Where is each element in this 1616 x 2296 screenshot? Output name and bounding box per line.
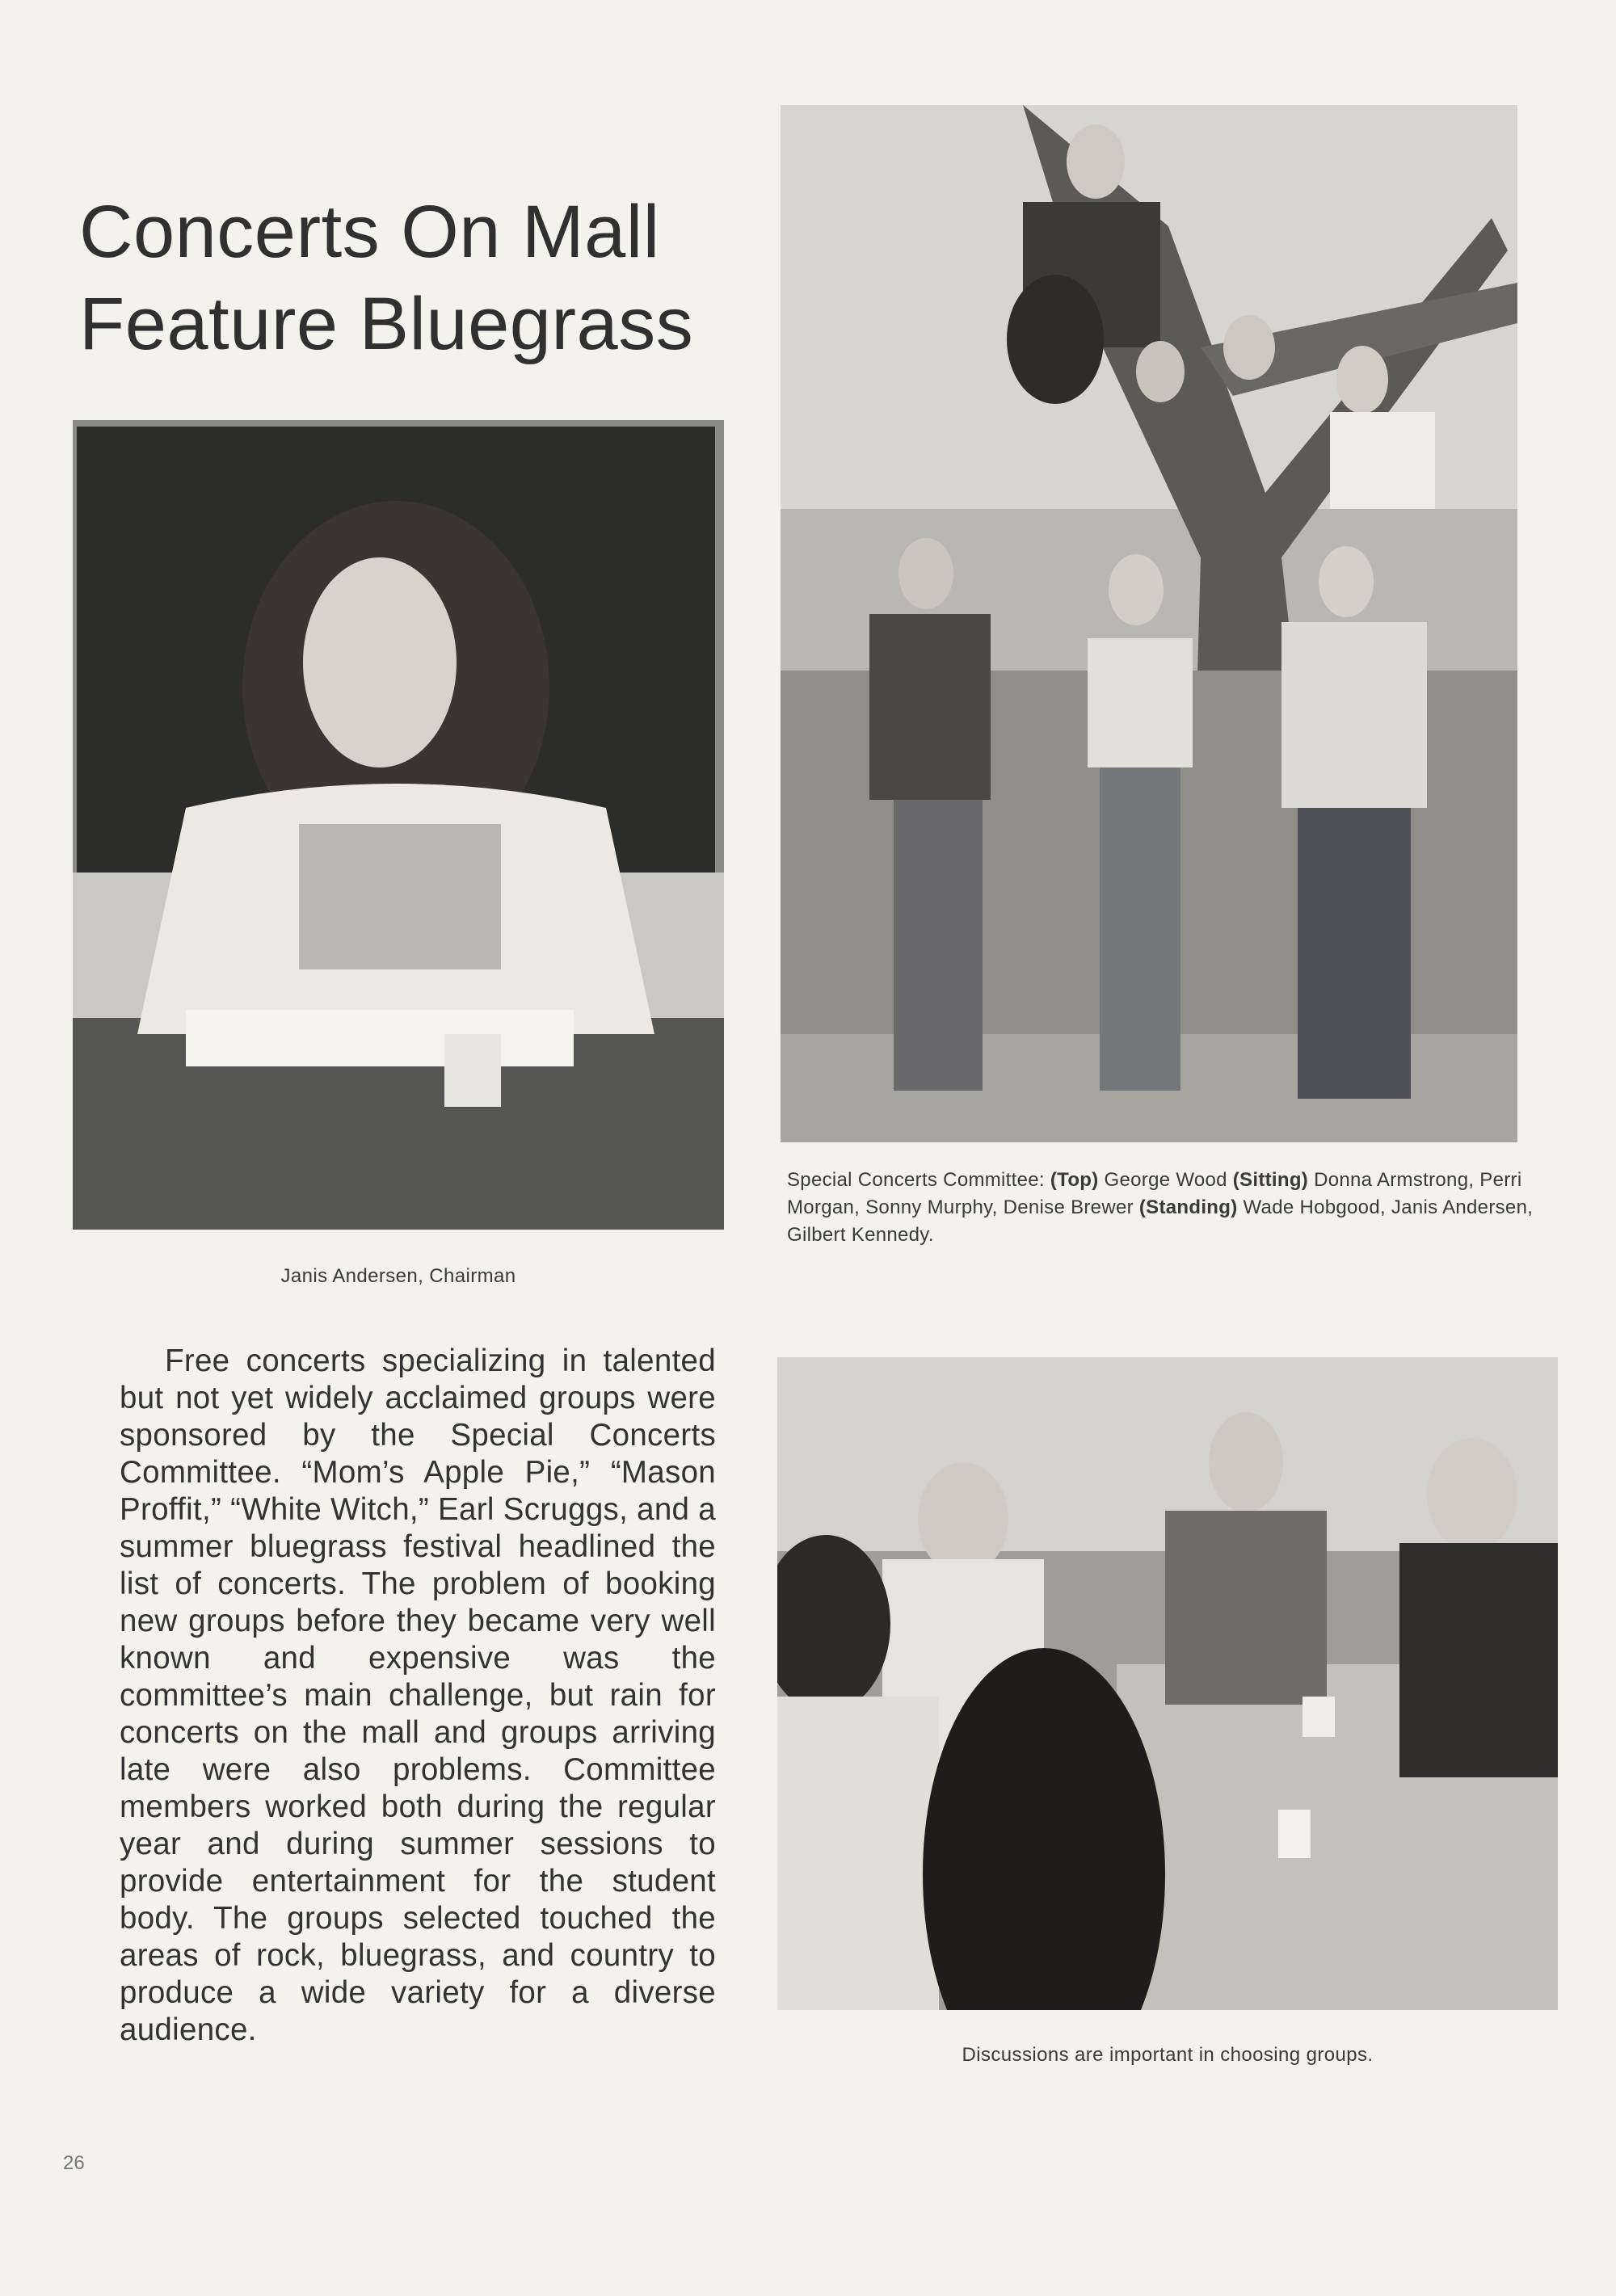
- discussion-caption: Discussions are important in choosing groups.: [962, 2044, 1374, 2066]
- caption-label-sitting: (Sitting): [1232, 1169, 1309, 1191]
- discussion-photo: [777, 1357, 1558, 2010]
- title-line-1: Concerts On Mall: [79, 191, 660, 273]
- caption-part: George Wood: [1098, 1169, 1233, 1191]
- committee-photo: [781, 105, 1517, 1142]
- caption-part: Special Concerts Committee:: [787, 1169, 1050, 1191]
- article-body: [120, 1343, 716, 2049]
- caption-label-standing: (Standing): [1138, 1196, 1238, 1218]
- caption-part: Wade Hobgood, Janis Andersen, Gilbert Kennedy.: [787, 1196, 1534, 1246]
- article-text: Free concerts specializing in talented but not yet widely acclaimed groups were sponsored by the Special Concerts Committee. “Mom’s Apple Pie,” “Mason Proffit,” “White Witch,” Earl Scruggs, and a summer bluegrass festival headlined the list of concerts. The problem of booking new groups before they became very well known and expensive was the committee’s main challenge, but rain for concerts on the mall and groups arriving late were also problems. Committee members worked both during the regular year and during summer sessions to provide entertainment for the student body. The groups selected touched the areas of rock, bluegrass, and country to produce a wide variety for a diverse audience.: [120, 1344, 716, 2047]
- page-title: [79, 186, 758, 370]
- caption-label-top: (Top): [1050, 1169, 1099, 1191]
- chairman-photo: [73, 420, 724, 1230]
- chairman-caption: Janis Andersen, Chairman: [280, 1265, 516, 1287]
- committee-caption: [787, 1167, 1568, 1249]
- page-number: 26: [63, 2152, 85, 2174]
- title-line-2: Feature Bluegrass: [79, 283, 694, 365]
- caption-part: Donna Armstrong, Perri Morgan, Sonny Murphy, Denise Brewer: [787, 1169, 1522, 1218]
